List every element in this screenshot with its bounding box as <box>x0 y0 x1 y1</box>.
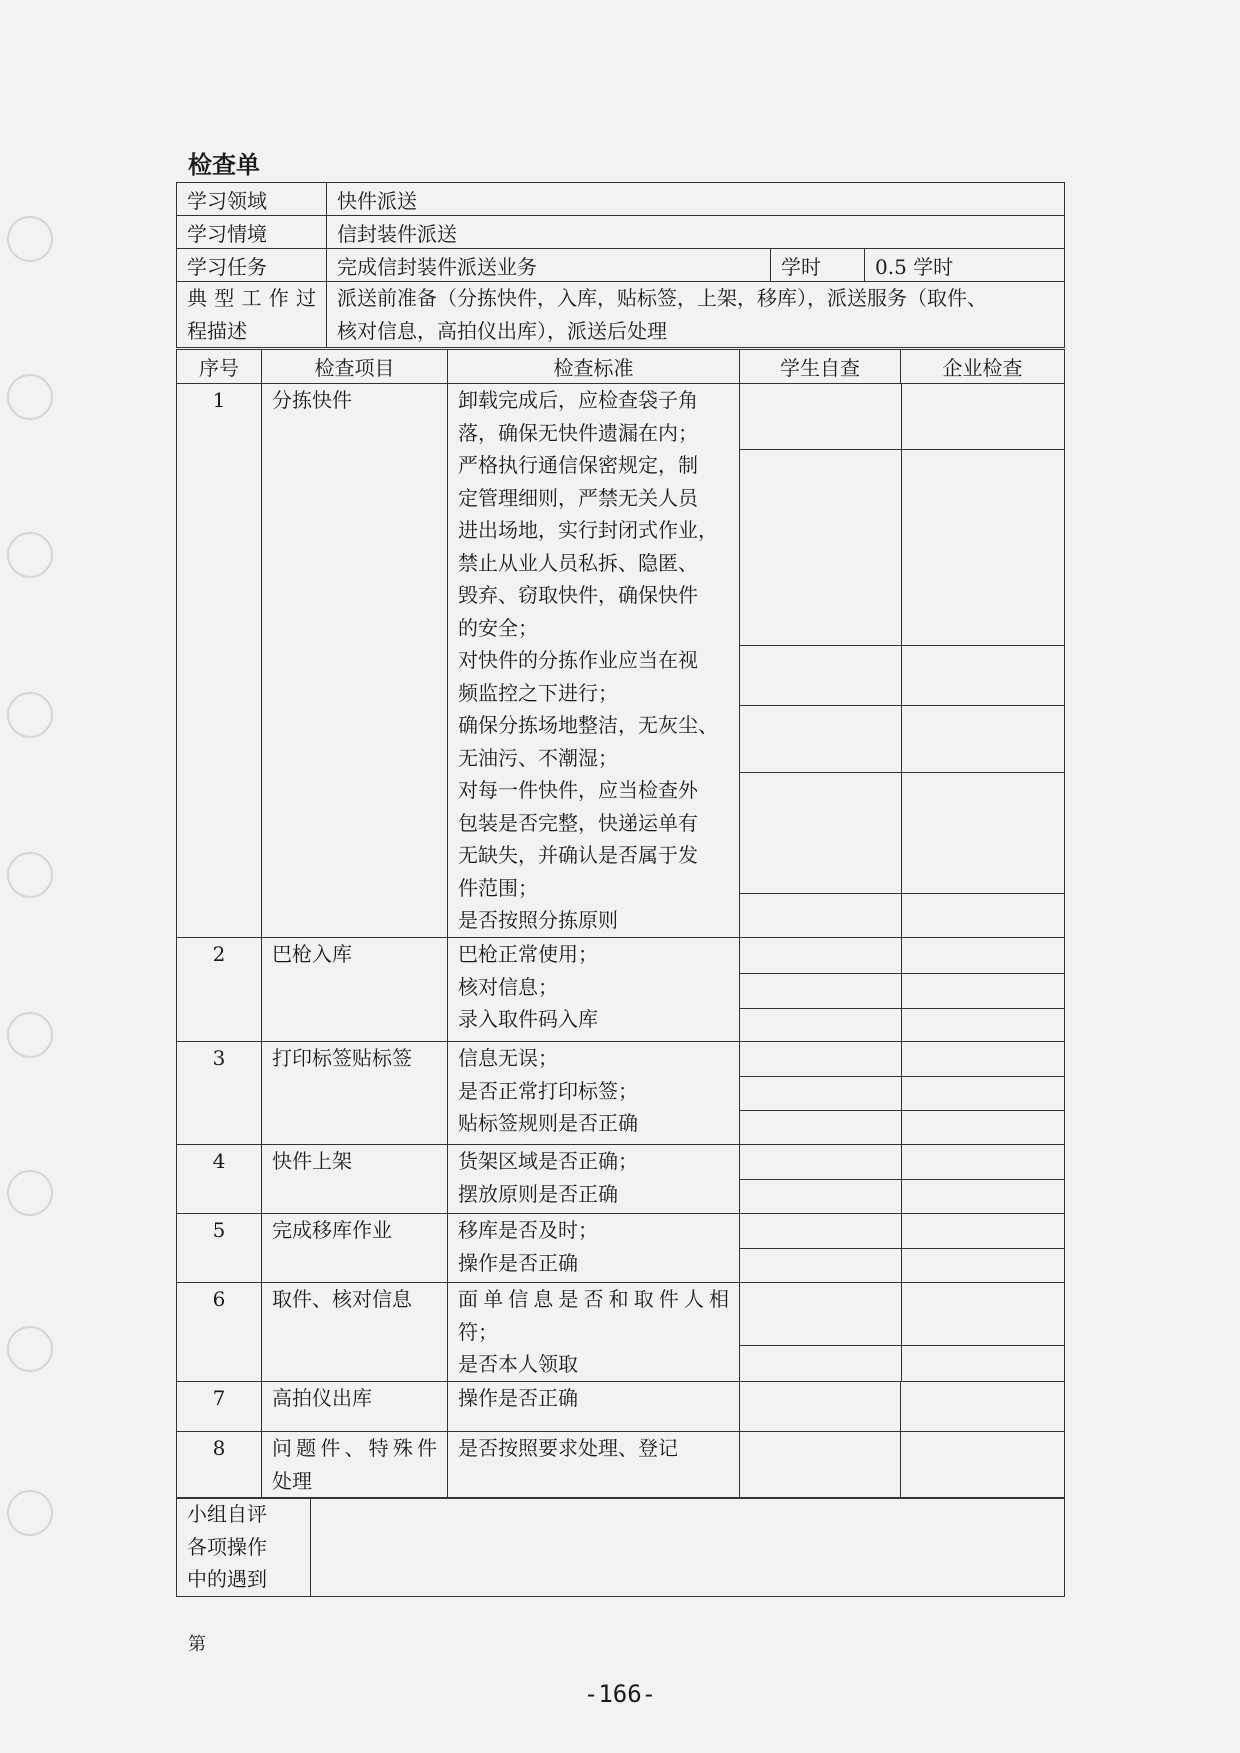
student-check-cell[interactable] <box>740 1283 901 1345</box>
standard-line: 是否按照分拣原则 <box>458 908 618 932</box>
student-check-cell[interactable] <box>740 1248 901 1282</box>
company-check-cell[interactable] <box>901 705 1065 772</box>
process-value-line: 派送前准备（分拣快件，入库，贴标签，上架，移库），派送服务（取件、 <box>337 286 987 310</box>
process-label-line: 程描述 <box>187 318 247 343</box>
company-check-cell[interactable] <box>901 1345 1065 1381</box>
student-check-cell[interactable] <box>740 1382 901 1432</box>
col-header-no: 序号 <box>177 350 262 384</box>
row-item-line: 分拣快件 <box>272 388 352 412</box>
check-cells <box>740 1042 1065 1145</box>
row-standard <box>448 384 740 938</box>
process-value <box>327 282 1065 348</box>
binder-hole <box>7 216 53 262</box>
standard-line: 是否正常打印标签； <box>458 1078 638 1103</box>
table-row <box>177 1214 1065 1283</box>
col-header-item: 检查项目 <box>262 350 448 384</box>
student-check-cell[interactable] <box>740 973 901 1008</box>
row-item <box>262 1145 448 1214</box>
standard-line: 毁弃、窃取快件，确保快件 <box>458 583 698 607</box>
standard-line: 面单信息是否和取件人相 <box>458 1287 729 1311</box>
company-check-cell[interactable] <box>901 938 1065 973</box>
page-title: 检查单 <box>188 151 260 179</box>
standard-line: 信息无误； <box>458 1046 558 1070</box>
company-check-cell[interactable] <box>901 1008 1065 1041</box>
standard-line: 操作是否正确 <box>458 1250 578 1275</box>
standard-line: 是否本人领取 <box>458 1352 578 1376</box>
company-check-cell[interactable] <box>901 1214 1065 1248</box>
standard-line: 无缺失，并确认是否属于发 <box>458 843 698 867</box>
student-check-cell[interactable] <box>740 1008 901 1041</box>
check-cells <box>740 384 1065 938</box>
group-eval-label <box>177 1498 311 1597</box>
standard-line: 贴标签规则是否正确 <box>458 1111 638 1135</box>
row-item-line: 快件上架 <box>272 1149 352 1173</box>
process-value-line: 核对信息，高拍仪出库），派送后处理 <box>337 318 667 343</box>
row-item <box>262 1283 448 1382</box>
standard-line: 包装是否完整，快递运单有 <box>458 810 698 835</box>
group-eval-label-line: 中的遇到 <box>187 1567 267 1591</box>
student-check-cell[interactable] <box>740 772 901 893</box>
student-check-cell[interactable] <box>740 893 901 937</box>
row-item <box>262 384 448 938</box>
standard-line: 落，确保无快件遗漏在内； <box>458 420 698 445</box>
standard-line: 进出场地，实行封闭式作业， <box>458 518 718 542</box>
hours-label: 学时 <box>771 249 865 282</box>
binder-hole <box>7 692 53 738</box>
row-number: 5 <box>177 1214 262 1283</box>
standard-line: 的安全； <box>458 615 538 640</box>
company-check-cell[interactable] <box>901 1042 1065 1076</box>
company-check-cell[interactable] <box>901 645 1065 705</box>
company-check-cell[interactable] <box>901 1110 1065 1144</box>
company-check-cell[interactable] <box>901 1076 1065 1110</box>
student-check-cell[interactable] <box>740 938 901 973</box>
student-check-cell[interactable] <box>740 384 901 449</box>
company-check-cell[interactable] <box>901 1432 1065 1499</box>
company-check-cell[interactable] <box>901 384 1065 449</box>
row-standard <box>448 1042 740 1145</box>
standard-line: 无油污、不潮湿； <box>458 745 618 770</box>
company-check-cell[interactable] <box>901 1283 1065 1345</box>
student-check-cell[interactable] <box>740 1179 901 1213</box>
standard-line: 严格执行通信保密规定，制 <box>458 453 698 477</box>
standard-line: 对快件的分拣作业应当在视 <box>458 648 698 672</box>
standard-line: 卸载完成后，应检查袋子角 <box>458 388 698 412</box>
company-check-cell[interactable] <box>901 1179 1065 1213</box>
row-number: 4 <box>177 1145 262 1214</box>
row-number: 6 <box>177 1283 262 1382</box>
standard-line: 定管理细则，严禁无关人员 <box>458 485 698 510</box>
col-header-company-check: 企业检查 <box>901 350 1065 384</box>
student-check-cell[interactable] <box>740 1076 901 1110</box>
row-standard <box>448 1382 740 1432</box>
table-row <box>177 1432 1065 1499</box>
row-item-line: 处理 <box>272 1468 312 1493</box>
company-check-cell[interactable] <box>901 1248 1065 1282</box>
standard-line: 符； <box>458 1319 498 1344</box>
task-value: 完成信封装件派送业务 <box>327 249 771 282</box>
student-check-cell[interactable] <box>740 645 901 705</box>
standard-line: 对每一件快件，应当检查外 <box>458 778 698 802</box>
row-item <box>262 1042 448 1145</box>
standard-line: 移库是否及时； <box>458 1218 598 1242</box>
company-check-cell[interactable] <box>901 772 1065 893</box>
student-check-cell[interactable] <box>740 449 901 645</box>
standard-line: 核对信息； <box>458 974 558 999</box>
standard-line: 频监控之下进行； <box>458 680 618 705</box>
col-header-student-check: 学生自查 <box>740 350 901 384</box>
row-item-line: 问题件、特殊件 <box>272 1436 437 1460</box>
process-label <box>177 282 327 348</box>
student-check-cell[interactable] <box>740 1042 901 1076</box>
check-cells <box>740 1214 1065 1283</box>
group-eval-table <box>176 1497 1065 1597</box>
check-cells <box>740 938 1065 1042</box>
student-check-cell[interactable] <box>740 1110 901 1144</box>
row-item <box>262 1214 448 1283</box>
company-check-cell[interactable] <box>901 1145 1065 1179</box>
standard-line: 件范围； <box>458 875 538 900</box>
row-item-line: 取件、核对信息 <box>272 1287 412 1311</box>
footer-text: 第 <box>188 1634 206 1655</box>
company-check-cell[interactable] <box>901 893 1065 937</box>
student-check-cell[interactable] <box>740 1432 901 1499</box>
table-row <box>177 1283 1065 1382</box>
standard-line: 操作是否正确 <box>458 1386 578 1410</box>
row-number: 7 <box>177 1382 262 1432</box>
student-check-cell[interactable] <box>740 705 901 772</box>
group-eval-label-line: 各项操作 <box>187 1534 267 1559</box>
row-item-line: 完成移库作业 <box>272 1218 392 1242</box>
binder-hole <box>7 374 53 420</box>
row-item-line: 高拍仪出库 <box>272 1386 372 1410</box>
row-number: 1 <box>177 384 262 938</box>
standard-line: 确保分拣场地整洁，无灰尘、 <box>458 713 718 737</box>
row-standard <box>448 1432 740 1499</box>
binder-hole <box>7 1170 53 1216</box>
check-table <box>176 349 1065 1499</box>
situation-value: 信封装件派送 <box>327 216 1065 249</box>
table-row <box>177 1145 1065 1214</box>
group-eval-input[interactable] <box>311 1498 1065 1597</box>
row-standard <box>448 938 740 1042</box>
table-row <box>177 938 1065 1042</box>
binder-hole <box>7 1490 53 1536</box>
table-row <box>177 384 1065 938</box>
company-check-cell[interactable] <box>901 973 1065 1008</box>
process-label-line: 典 型 工 作 过 <box>187 286 316 310</box>
row-number: 8 <box>177 1432 262 1499</box>
task-label: 学习任务 <box>177 249 327 282</box>
row-item <box>262 1382 448 1432</box>
table-row <box>177 1042 1065 1145</box>
standard-line: 巴枪正常使用； <box>458 942 598 966</box>
field-label: 学习领域 <box>177 183 327 216</box>
page-number: -166- <box>583 1680 657 1708</box>
company-check-cell[interactable] <box>901 1382 1065 1432</box>
row-item-line: 巴枪入库 <box>272 942 352 966</box>
binder-hole <box>7 852 53 898</box>
group-eval-label-line: 小组自评 <box>187 1502 267 1526</box>
situation-label: 学习情境 <box>177 216 327 249</box>
student-check-cell[interactable] <box>740 1214 901 1248</box>
student-check-cell[interactable] <box>740 1145 901 1179</box>
standard-line: 摆放原则是否正确 <box>458 1181 618 1206</box>
binder-hole <box>7 1326 53 1372</box>
check-cells <box>740 1145 1065 1214</box>
row-item-line: 打印标签贴标签 <box>272 1046 412 1070</box>
student-check-cell[interactable] <box>740 1345 901 1381</box>
binder-hole <box>7 532 53 578</box>
standard-line: 是否按照要求处理、登记 <box>458 1436 678 1460</box>
column-headers <box>177 350 1065 384</box>
col-header-standard: 检查标准 <box>448 350 740 384</box>
row-number: 3 <box>177 1042 262 1145</box>
row-standard <box>448 1283 740 1382</box>
company-check-cell[interactable] <box>901 449 1065 645</box>
check-cells <box>740 1283 1065 1382</box>
row-item <box>262 938 448 1042</box>
field-value: 快件派送 <box>327 183 1065 216</box>
row-number: 2 <box>177 938 262 1042</box>
row-standard <box>448 1145 740 1214</box>
standard-line: 禁止从业人员私拆、隐匿、 <box>458 550 698 575</box>
info-table <box>176 182 1065 348</box>
binder-hole <box>7 1012 53 1058</box>
table-row <box>177 1382 1065 1432</box>
hours-value: 0.5 学时 <box>865 249 1065 282</box>
standard-line: 录入取件码入库 <box>458 1007 598 1031</box>
row-item <box>262 1432 448 1499</box>
row-standard <box>448 1214 740 1283</box>
standard-line: 货架区域是否正确； <box>458 1149 638 1173</box>
